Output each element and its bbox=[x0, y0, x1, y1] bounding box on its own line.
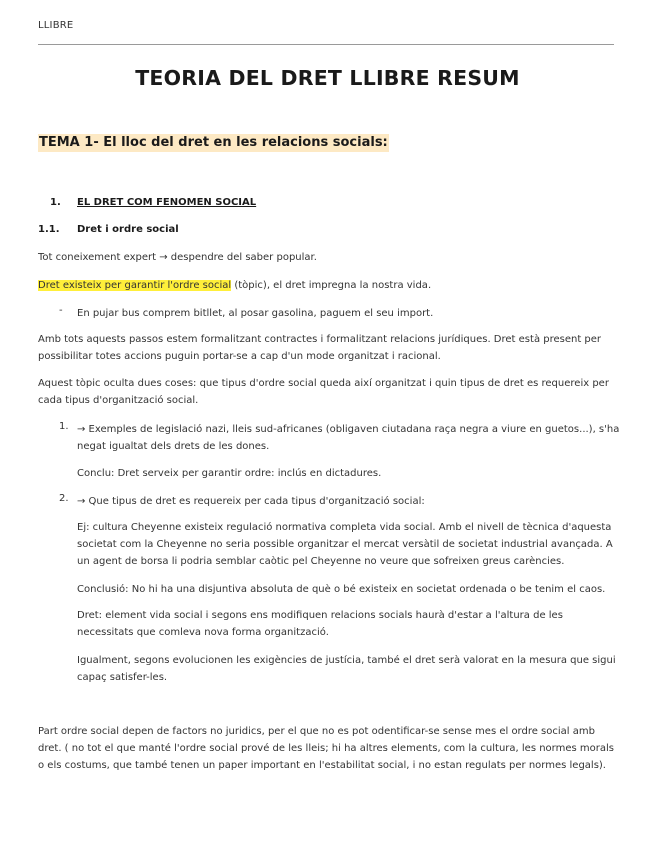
running-header: LLIBRE bbox=[38, 20, 74, 31]
list-note: Conclu: Dret serveix per garantir ordre: inclús en dictadures. bbox=[77, 468, 382, 479]
paragraph-highlighted bbox=[38, 277, 618, 294]
list-number: 2. bbox=[59, 493, 69, 504]
list-item: → Exemples de legislació nazi, lleis sud-africanes (obligaven ciutadana raça negra a viure en guetos...), s'ha negat igualtat dels drets de les dones. bbox=[77, 424, 620, 452]
list-number: 1. bbox=[59, 421, 69, 432]
list-note: Conclusió: No hi ha una disjuntiva absoluta de què o bé existeix en societat ordenada o be tenim el caos. bbox=[77, 584, 606, 595]
paragraph-text: (tòpic), el dret impregna la nostra vida. bbox=[231, 280, 432, 291]
list-item: → Que tipus de dret es requereix per cada tipus d'organització social: bbox=[77, 496, 425, 507]
subsection-title: Dret i ordre social bbox=[77, 224, 179, 235]
paragraph: Part ordre social depen de factors no juridics, per el que no es pot odentificar-se sense mes el ordre social amb dret. ( no tot el que manté l'ordre social prové de les lleis; hi ha altres elements, com la cultura, les normes morals o els costums, que també tenen un paper important en l'estabilitat social, i no estan regulats per normes legals). bbox=[38, 726, 614, 771]
chapter-heading bbox=[38, 135, 389, 150]
subsection-number: 1.1. bbox=[38, 224, 60, 235]
highlighted-text: Dret existeix per garantir l'ordre social bbox=[38, 280, 232, 291]
list-note: Igualment, segons evolucionen les exigències de justícia, també el dret serà valorat en la mesura que sigui capaç satisfer-les. bbox=[77, 655, 616, 683]
document-title: TEORIA DEL DRET LLIBRE RESUM bbox=[135, 66, 520, 90]
bullet-item: En pujar bus comprem bitllet, al posar gasolina, paguem el seu import. bbox=[77, 308, 434, 319]
list-note: Ej: cultura Cheyenne existeix regulació normativa completa vida social. Amb el nivell de tècnica d'aquesta societat com la Cheyenne no seria possible organitzar el mercat versàtil de societat industrial avançada. A un agent de borsa li podria semblar caòtic pel Cheyenne no veure que sofreixen greus carències. bbox=[77, 522, 613, 567]
section-title: EL DRET COM FENOMEN SOCIAL bbox=[77, 197, 257, 208]
section-number: 1. bbox=[50, 197, 61, 208]
paragraph: Aquest tòpic oculta dues coses: que tipus d'ordre social queda així organitzat i quin tipus de dret es requereix per cada tipus d'organització social. bbox=[38, 378, 609, 406]
list-note: Dret: element vida social i segons ens modifiquen relacions socials haurà d'estar a l'altura de les necessitats que comleva nova forma organització. bbox=[77, 610, 563, 638]
paragraph: Tot coneixement expert → despendre del saber popular. bbox=[38, 252, 317, 263]
bullet-dash: - bbox=[59, 305, 63, 316]
chapter-heading-text: TEMA 1- El lloc del dret en les relacions socials: bbox=[39, 135, 388, 150]
header-divider bbox=[38, 44, 614, 45]
paragraph: Amb tots aquests passos estem formalitzant contractes i formalitzant relacions jurídiques. Dret està present per possibilitar totes accions puguin portar-se a cap d'un mode organitzat i racional. bbox=[38, 334, 602, 362]
